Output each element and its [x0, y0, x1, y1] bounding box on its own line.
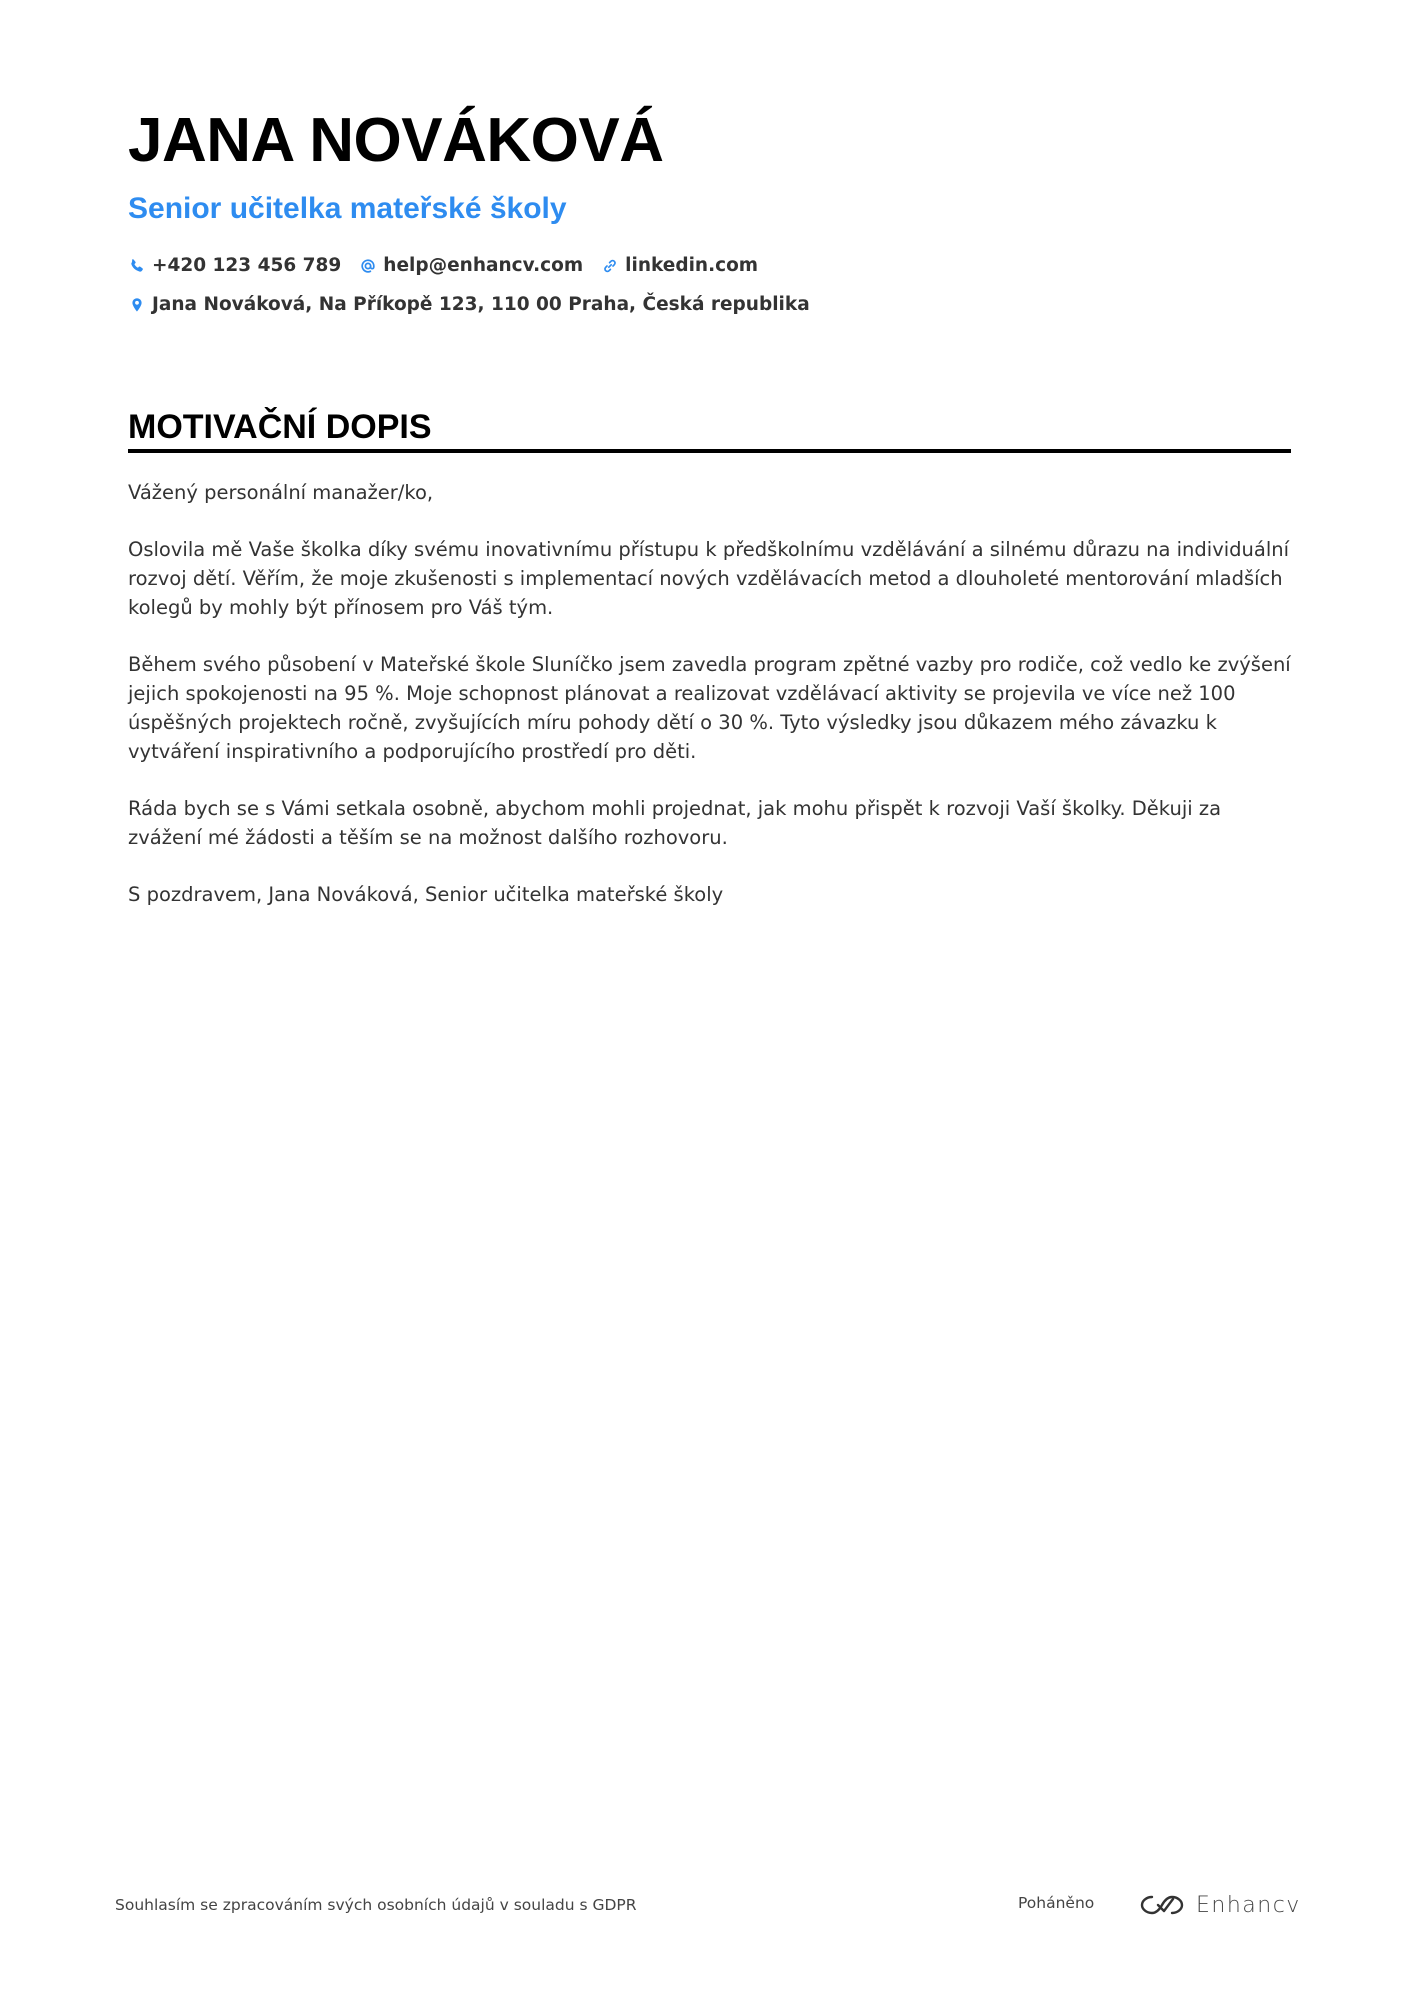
location-pin-icon: [128, 296, 145, 313]
address-row: [128, 294, 810, 315]
enhancv-logo-icon: [1138, 1892, 1186, 1918]
letter-greeting: Vážený personální manažer/ko,: [128, 481, 434, 504]
contact-email[interactable]: [359, 255, 583, 276]
candidate-role: Senior učitelka mateřské školy: [128, 192, 567, 225]
letter-body: [128, 478, 1291, 937]
contact-address-text: Jana Nováková, Na Příkopě 123, 110 00 Praha, Česká republika: [152, 294, 810, 315]
letter-closing: S pozdravem, Jana Nováková, Senior učitelka mateřské školy: [128, 883, 724, 906]
at-icon: [359, 257, 376, 274]
contact-linkedin-text: linkedin.com: [625, 255, 759, 276]
contact-linkedin[interactable]: [601, 255, 758, 276]
letter-paragraph: Během svého působení v Mateřské škole Sluníčko jsem zavedla program zpětné vazby pro rodiče, což vedlo ke zvýšení jejich spokojenosti na 95 %. Moje schopnost plánovat a realizovat vzdělávací aktivity se projevila ve více než 100 úspěšných projektech ročně, zvyšujících míru pohody dětí o 30 %. Tyto výsledky jsou důkazem mého závazku k vytváření inspirativního a podporujícího prostředí pro děti.: [128, 653, 1291, 763]
candidate-name: JANA NOVÁKOVÁ: [128, 106, 664, 175]
letter-paragraph: Oslovila mě Vaše školka díky svému inovativnímu přístupu k předškolnímu vzdělávání a silnému důrazu na individuální rozvoj dětí. Věřím, že moje zkušenosti s implementací nových vzdělávacích metod a dlouholeté mentorování mladších kolegů by mohly být přínosem pro Váš tým.: [128, 538, 1290, 619]
contact-row: [128, 255, 758, 276]
section-title: MOTIVAČNÍ DOPIS: [128, 408, 432, 446]
link-icon: [601, 257, 618, 274]
gdpr-consent-text: Souhlasím se zpracováním svých osobních údajů v souladu s GDPR: [115, 1896, 637, 1914]
brand-name: Enhancv: [1196, 1892, 1301, 1918]
letter-paragraph: Ráda bych se s Vámi setkala osobně, abychom mohli projednat, jak mohu přispět k rozvoji Vaší školky. Děkuji za zvážení mé žádosti a těším se na možnost dalšího rozhovoru.: [128, 797, 1222, 849]
phone-icon: [128, 257, 145, 274]
contact-address: [128, 294, 810, 315]
section-divider: [128, 449, 1291, 453]
contact-phone-text: +420 123 456 789: [152, 255, 342, 276]
contact-email-text: help@enhancv.com: [383, 255, 584, 276]
enhancv-brand[interactable]: [1138, 1892, 1301, 1918]
powered-by-label: Poháněno: [1018, 1894, 1095, 1912]
contact-phone[interactable]: [128, 255, 341, 276]
